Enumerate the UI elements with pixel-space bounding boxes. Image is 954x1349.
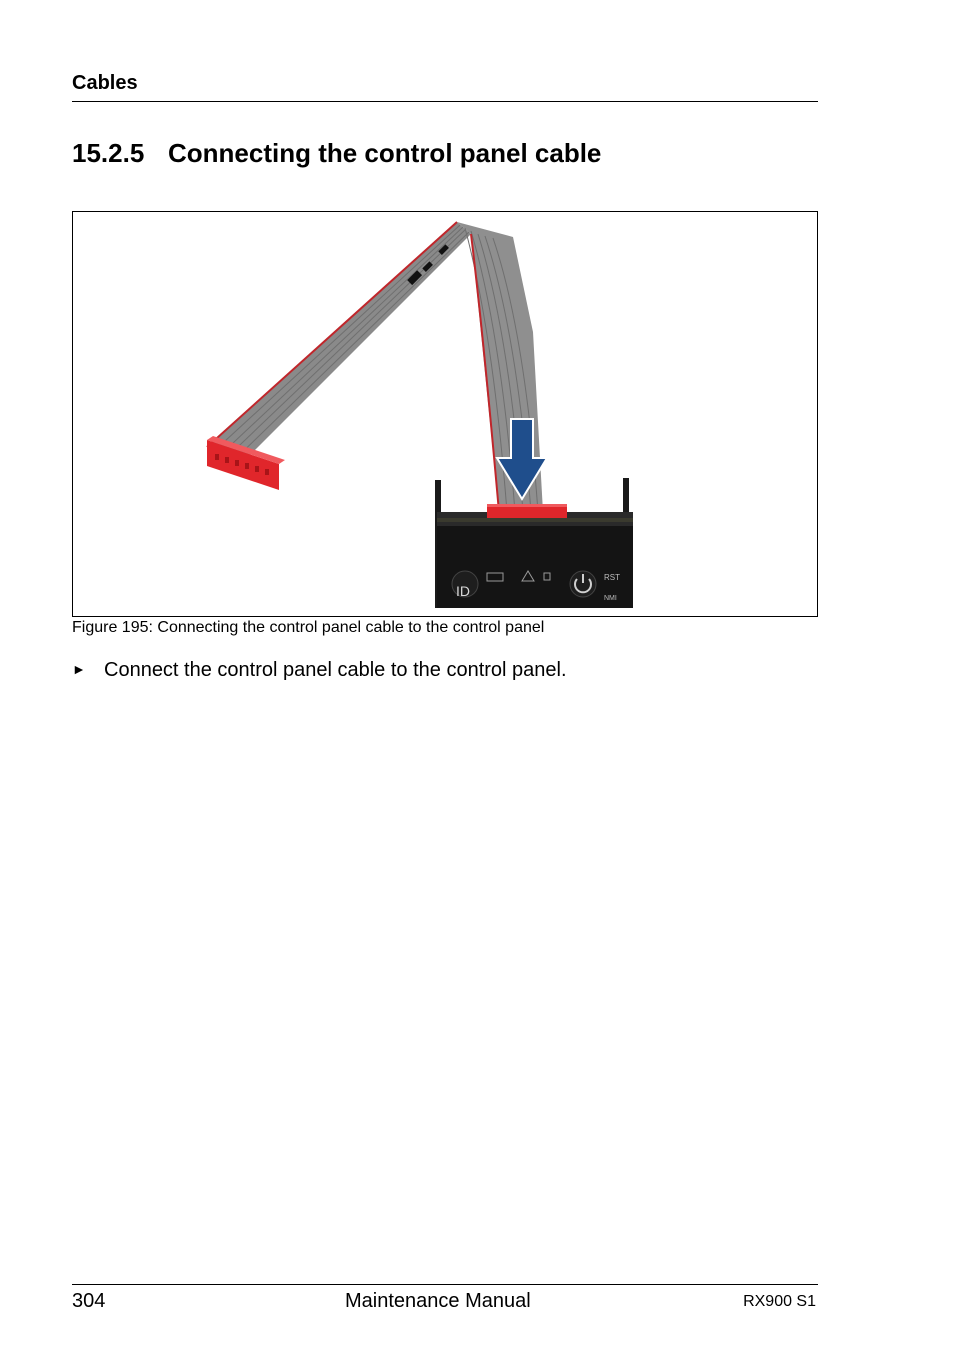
model-name: RX900 S1: [743, 1293, 816, 1310]
section-number: 15.2.5: [72, 138, 145, 168]
panel-label-nmi: NMI: [604, 595, 617, 602]
header-rule: [72, 101, 818, 102]
running-header: Cables: [72, 72, 138, 94]
panel-label-rst: RST: [604, 573, 620, 582]
page-number: 304: [72, 1290, 106, 1312]
ribbon-cable-left: [207, 222, 471, 474]
figure-frame: [72, 211, 818, 617]
section-title: Connecting the control panel cable: [168, 138, 602, 168]
footer-rule: [72, 1284, 818, 1285]
figure-illustration: [73, 212, 817, 616]
figure-caption: Figure 195: Connecting the control panel cable to the control panel: [72, 619, 545, 636]
step-bullet: ►: [72, 661, 86, 677]
ribbon-cable-left-red-edge: [207, 222, 457, 447]
section-heading: [72, 138, 601, 169]
panel-label-id: ID: [456, 583, 470, 599]
step-text: Connect the control panel cable to the control panel.: [104, 659, 567, 681]
manual-title: Maintenance Manual: [345, 1290, 531, 1312]
instruction-step: [72, 659, 567, 682]
